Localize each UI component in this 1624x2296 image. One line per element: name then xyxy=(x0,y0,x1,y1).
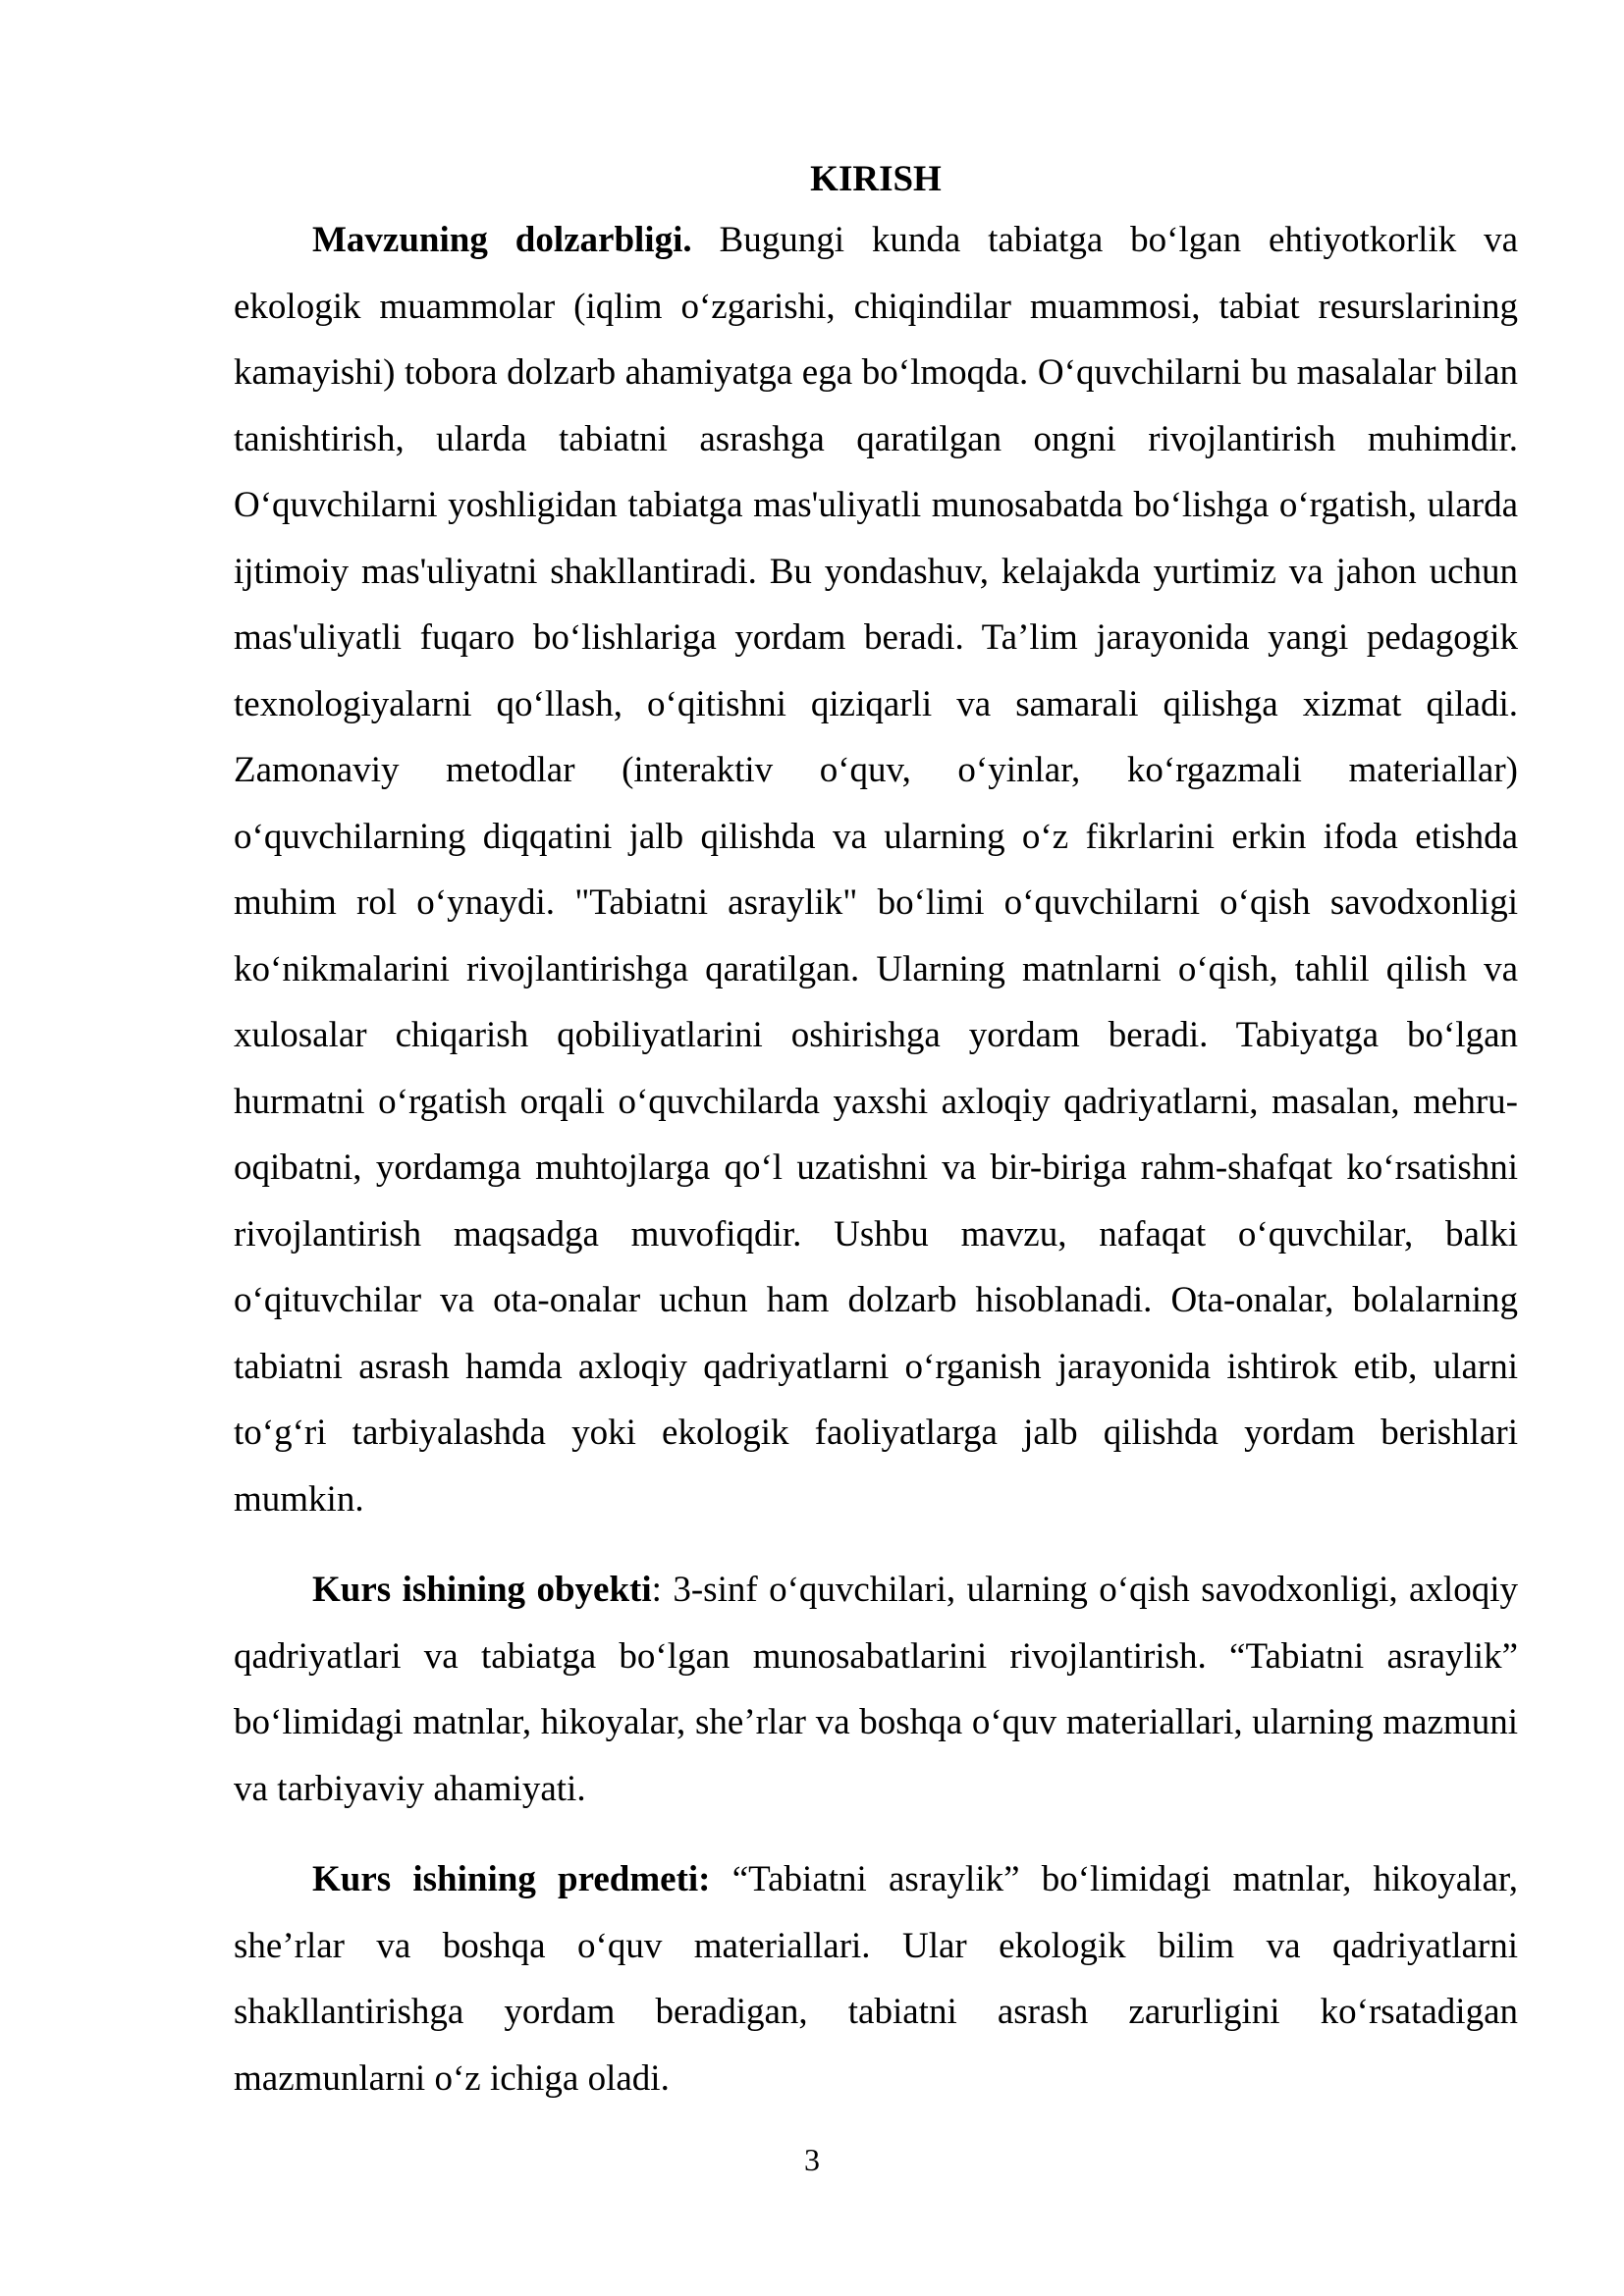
paragraph-body-object: : 3-sinf o‘quvchilari, ularning o‘qish savodxonligi, axloqiy qadriyatlari va tabiatga bo‘lgan munosabatlarini rivojlantirish. “Tabiatni asraylik” bo‘limidagi matnlar, hikoyalar, she’rlar va boshqa o‘quv materiallari, ularning mazmuni va tarbiyaviy ahamiyati. xyxy=(234,1570,1518,1809)
paragraph-subject xyxy=(234,1846,1518,2111)
section-heading: KIRISH xyxy=(810,159,942,199)
paragraph-body-subject: “Tabiatni asraylik” bo‘limidagi matnlar, hikoyalar, she’rlar va boshqa o‘quv materiallari. Ular ekologik bilim va qadriyatlarni shakllantirishga yordam beradigan, tabiatni asrash zarurligini ko‘rsatadigan mazmunlarni o‘z ichiga oladi. xyxy=(234,1859,1518,2099)
paragraph-object xyxy=(234,1557,1518,1822)
paragraph-lead-object: Kurs ishining obyekti xyxy=(312,1570,652,1610)
paragraph-relevance xyxy=(234,207,1518,1532)
paragraph-lead-relevance: Mavzuning dolzarbligi. xyxy=(312,220,692,260)
document-page xyxy=(234,152,1518,2111)
page-number: 3 xyxy=(804,2142,820,2177)
paragraph-body-relevance: Bugungi kunda tabiatga bo‘lgan ehtiyotkorlik va ekologik muammolar (iqlim o‘zgarishi, chiqindilar muammosi, tabiat resurslarining kamayishi) tobora dolzarb ahamiyatga ega bo‘lmoqda. O‘quvchilarni bu masalalar bilan tanishtirish, ularda tabiatni asrashga qaratilgan ongni rivojlantirish muhimdir. O‘quvchilarni yoshligidan tabiatga mas'uliyatli munosabatda bo‘lishga o‘rgatish, ularda ijtimoiy mas'uliyatni shakllantiradi. Bu yondashuv, kelajakda yurtimiz va jahon uchun mas'uliyatli fuqaro bo‘lishlariga yordam beradi. Ta’lim jarayonida yangi pedagogik texnologiyalarni qo‘llash, o‘qitishni qiziqarli va samarali qilishga xizmat qiladi. Zamonaviy metodlar (interaktiv o‘quv, o‘yinlar, ko‘rgazmali materiallar) o‘quvchilarning diqqatini jalb qilishda va ularning o‘z fikrlarini erkin ifoda etishda muhim rol o‘ynaydi. "Tabiatni asraylik" bo‘limi o‘quvchilarni o‘qish savodxonligi ko‘nikmalarini rivojlantirishga qaratilgan. Ularning matnlarni o‘qish, tahlil qilish va xulosalar chiqarish qobiliyatlarini oshirishga yordam beradi. Tabiyatga bo‘lgan hurmatni o‘rgatish orqali o‘quvchilarda yaxshi axloqiy qadriyatlarni, masalan, mehru-oqibatni, yordamga muhtojlarga qo‘l uzatishni va bir-biriga rahm-shafqat ko‘rsatishni rivojlantirish maqsadga muvofiqdir. Ushbu mavzu, nafaqat o‘quvchilar, balki o‘qituvchilar va ota-onalar uchun ham dolzarb hisoblanadi. Ota-onalar, bolalarning tabiatni asrash hamda axloqiy qadriyatlarni o‘rganish jarayonida ishtirok etib, ularni to‘g‘ri tarbiyalashda yoki ekologik faoliyatlarga jalb qilishda yordam berishlari mumkin. xyxy=(234,220,1519,1520)
paragraph-lead-subject: Kurs ishining predmeti: xyxy=(312,1859,711,1899)
